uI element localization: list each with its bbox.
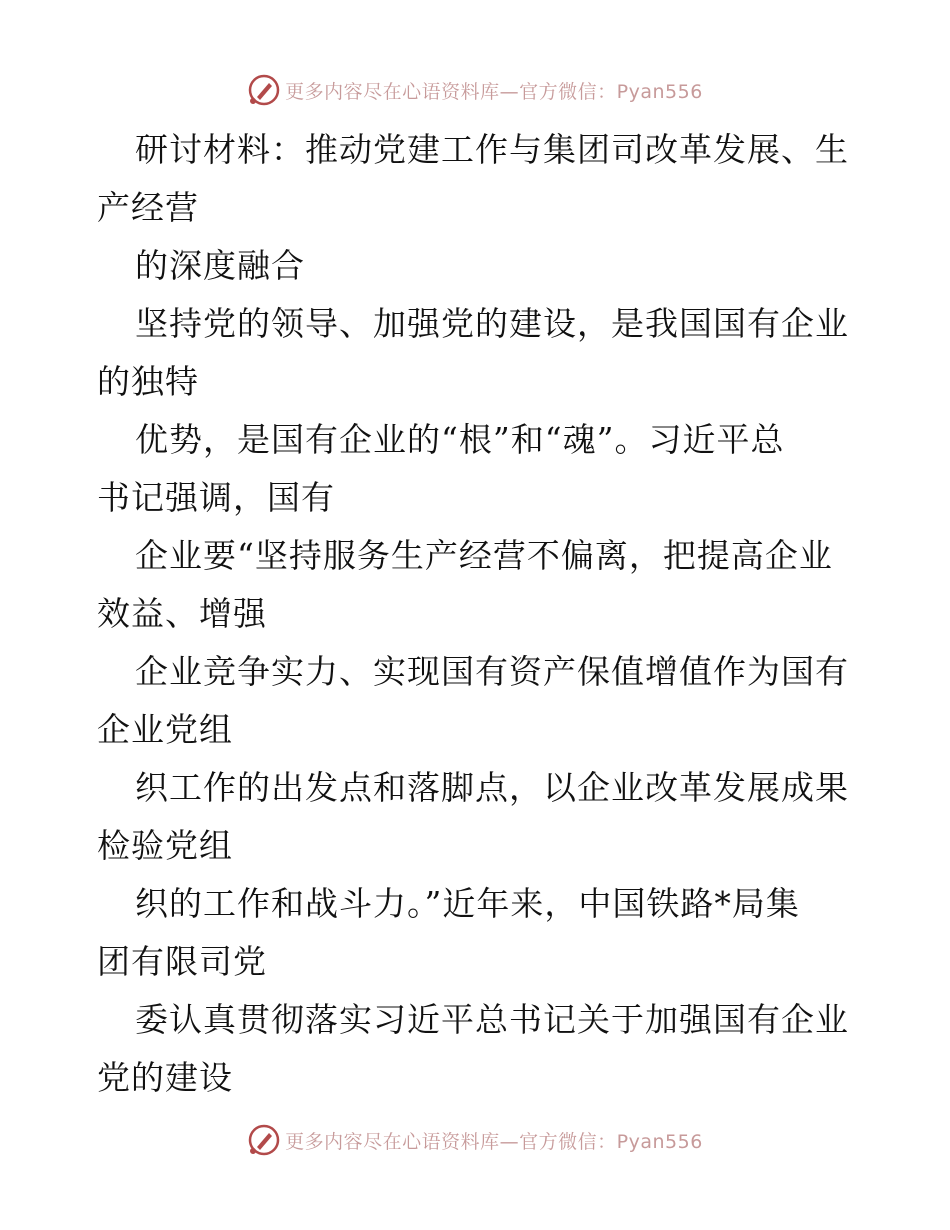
document-line: 织工作的出发点和落脚点，以企业改革发展成果	[135, 768, 849, 807]
header-banner-text: 更多内容尽在心语资料库—官方微信：Pyan556	[285, 80, 703, 103]
document-line: 效益、增强	[97, 594, 267, 633]
document-line: 书记强调，国有	[97, 478, 335, 517]
document-body	[97, 121, 857, 1107]
document-line: 党的建设	[97, 1058, 233, 1097]
footer-banner	[0, 1120, 950, 1160]
pen-nib-circle-icon	[247, 73, 281, 107]
document-line: 研讨材料：推动党建工作与集团司改革发展、生	[135, 130, 849, 169]
document-line: 织的工作和战斗力。”近年来，中国铁路*局集	[135, 884, 800, 923]
document-line: 企业要“坚持服务生产经营不偏离，把提高企业	[135, 536, 833, 575]
document-line: 企业党组	[97, 710, 233, 749]
document-line: 坚持党的领导、加强党的建设，是我国国有企业	[135, 304, 849, 343]
document-line: 产经营	[97, 188, 199, 227]
document-line: 团有限司党	[97, 942, 267, 981]
header-banner	[0, 70, 950, 110]
document-line: 优势，是国有企业的“根”和“魂”。习近平总	[135, 420, 785, 459]
document-line: 的深度融合	[135, 246, 305, 285]
pen-nib-circle-icon	[247, 1123, 281, 1157]
document-line: 的独特	[97, 362, 199, 401]
document-line: 委认真贯彻落实习近平总书记关于加强国有企业	[135, 1000, 849, 1039]
document-line: 企业竞争实力、实现国有资产保值增值作为国有	[135, 652, 849, 691]
footer-banner-text: 更多内容尽在心语资料库—官方微信：Pyan556	[285, 1130, 703, 1153]
document-line: 检验党组	[97, 826, 233, 865]
